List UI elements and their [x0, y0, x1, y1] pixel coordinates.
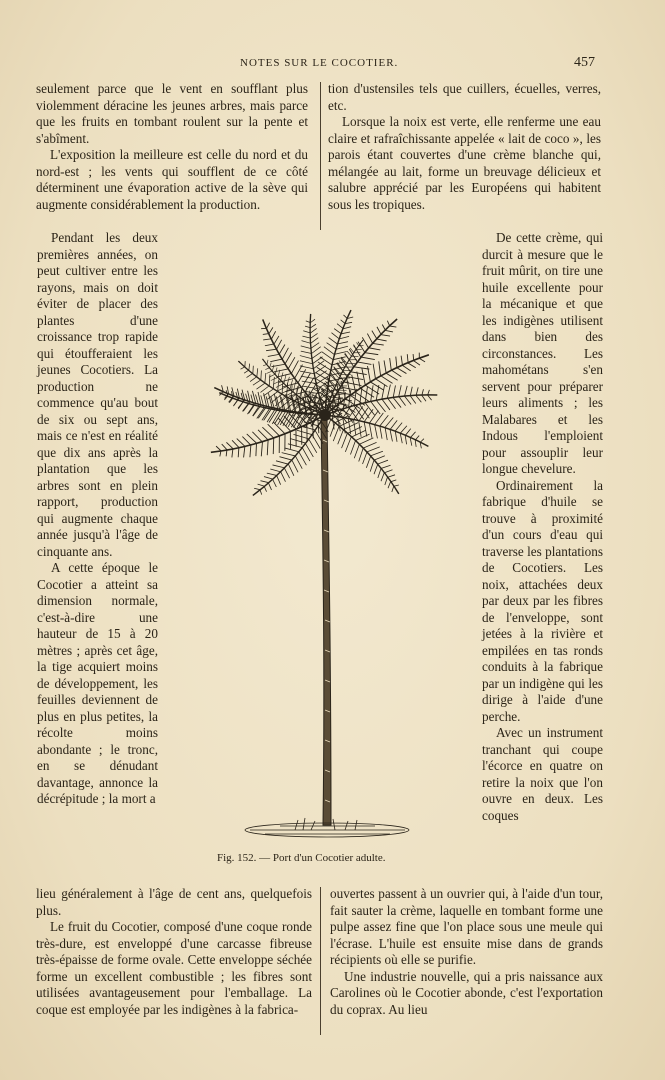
right-column-top — [328, 81, 601, 213]
column-divider — [320, 82, 321, 230]
page-number: 457 — [574, 55, 595, 70]
paragraph: Une industrie nouvelle, qui a pris naissance aux Carolines où le Cocotier abonde, c'est l'exportation du coprax. Au lieu — [330, 968, 603, 1017]
figure-caption: Fig. 152. — Port d'un Cocotier adulte. — [217, 852, 386, 864]
right-column-bottom — [330, 886, 603, 1018]
paragraph: seulement parce que le vent en soufflant plus violemment déracine les jeunes arbres, mais parce que les fruits en tombant roulent sur la pente et s'abîment. — [36, 81, 308, 146]
paragraph: Le fruit du Cocotier, composé d'une coque ronde très-dure, est enveloppé d'une carcasse fibreuse très-épaisse de forme ovale. Cette enveloppe séchée forme un excellent combustible ; les fibres sont utilisées avantageusement pour l'emballage. La coque est employée par les indigènes à la fabrica- — [36, 919, 312, 1017]
paragraph: L'exposition la meilleure est celle du nord et du nord-est ; les vents qui soufflent de ce côté déterminent une évaporation active de la sève qui augmente considérablement la production. — [36, 147, 308, 212]
paragraph: A cette époque le Cocotier a atteint sa dimension normale, c'est-à-dire une hauteur de 15 à 20 mètres ; après cet âge, la tige acquiert moins de développement, les feuilles deviennent de plus en plus petites, la récolte moins abondante ; le tronc, en se dénudant davantage, annonce la décrépitude ; la mort a — [37, 560, 158, 806]
paragraph: Pendant les deux premières années, on peut cultiver entre les rayons, mais on doit éviter de placer des plantes d'une croissance trop rapide qui étoufferaient les jeunes Cocotiers. La production ne commence qu'au bout de six ou sept ans, mais ce n'est en réalité que dix ans après la plantation que les arbres sont en plein rapport, production qui augmente chaque année jusqu'à l'âge de cinquante ans. — [37, 230, 158, 559]
paragraph: ouvertes passent à un ouvrier qui, à l'aide d'un tour, fait sauter la crème, laquelle en tombant forme une pulpe assez fine que l'on place sous une meule qui l'écrase. L'huile est ensuite mise dans de grands récipients où elle se purifie. — [330, 886, 603, 967]
paragraph: De cette crème, qui durcit à mesure que le fruit mûrit, on tire une huile excellente pour la mécanique et que les indigènes utilisent dans bien des circonstances. Les mahométans s'en servent pour préparer leurs aliments ; les Malabares et les Indous l'emploient pour assouplir leur longue chevelure. — [482, 230, 603, 476]
paragraph: tion d'ustensiles tels que cuillers, écuelles, verres, etc. — [328, 81, 601, 113]
left-column-bottom — [36, 886, 312, 1018]
paragraph: lieu généralement à l'âge de cent ans, quelquefois plus. — [36, 886, 312, 918]
coconut-palm-illustration — [175, 250, 475, 870]
running-title: NOTES SUR LE COCOTIER. — [240, 57, 399, 69]
right-column-narrow — [482, 230, 603, 824]
left-column-narrow — [37, 230, 158, 808]
paragraph: Lorsque la noix est verte, elle renferme une eau claire et rafraîchissante appelée « lait de coco », les parois étant couvertes d'une crème blanche qui, mélangée au lait, forme un breuvage délicieux et salubre apprécié par les Européens qui habitent sous les tropiques. — [328, 114, 601, 212]
page-header — [0, 55, 665, 75]
paragraph: Ordinairement la fabrique d'huile se trouve à proximité d'un cours d'eau qui traverse les plantations de Cocotiers. Les noix, attachées deux par deux par les fibres de l'enveloppe, sont jetées à la rivière et empilées en tas ronds conduits à la fabrique par un indigène qui les dirige à l'aide d'une perche. — [482, 477, 603, 724]
left-column-top — [36, 81, 308, 213]
paragraph: Avec un instrument tranchant qui coupe l'écorce en quatre on retire la noix que l'on ouvre en deux. Les coques — [482, 725, 603, 823]
column-divider — [320, 887, 321, 1035]
